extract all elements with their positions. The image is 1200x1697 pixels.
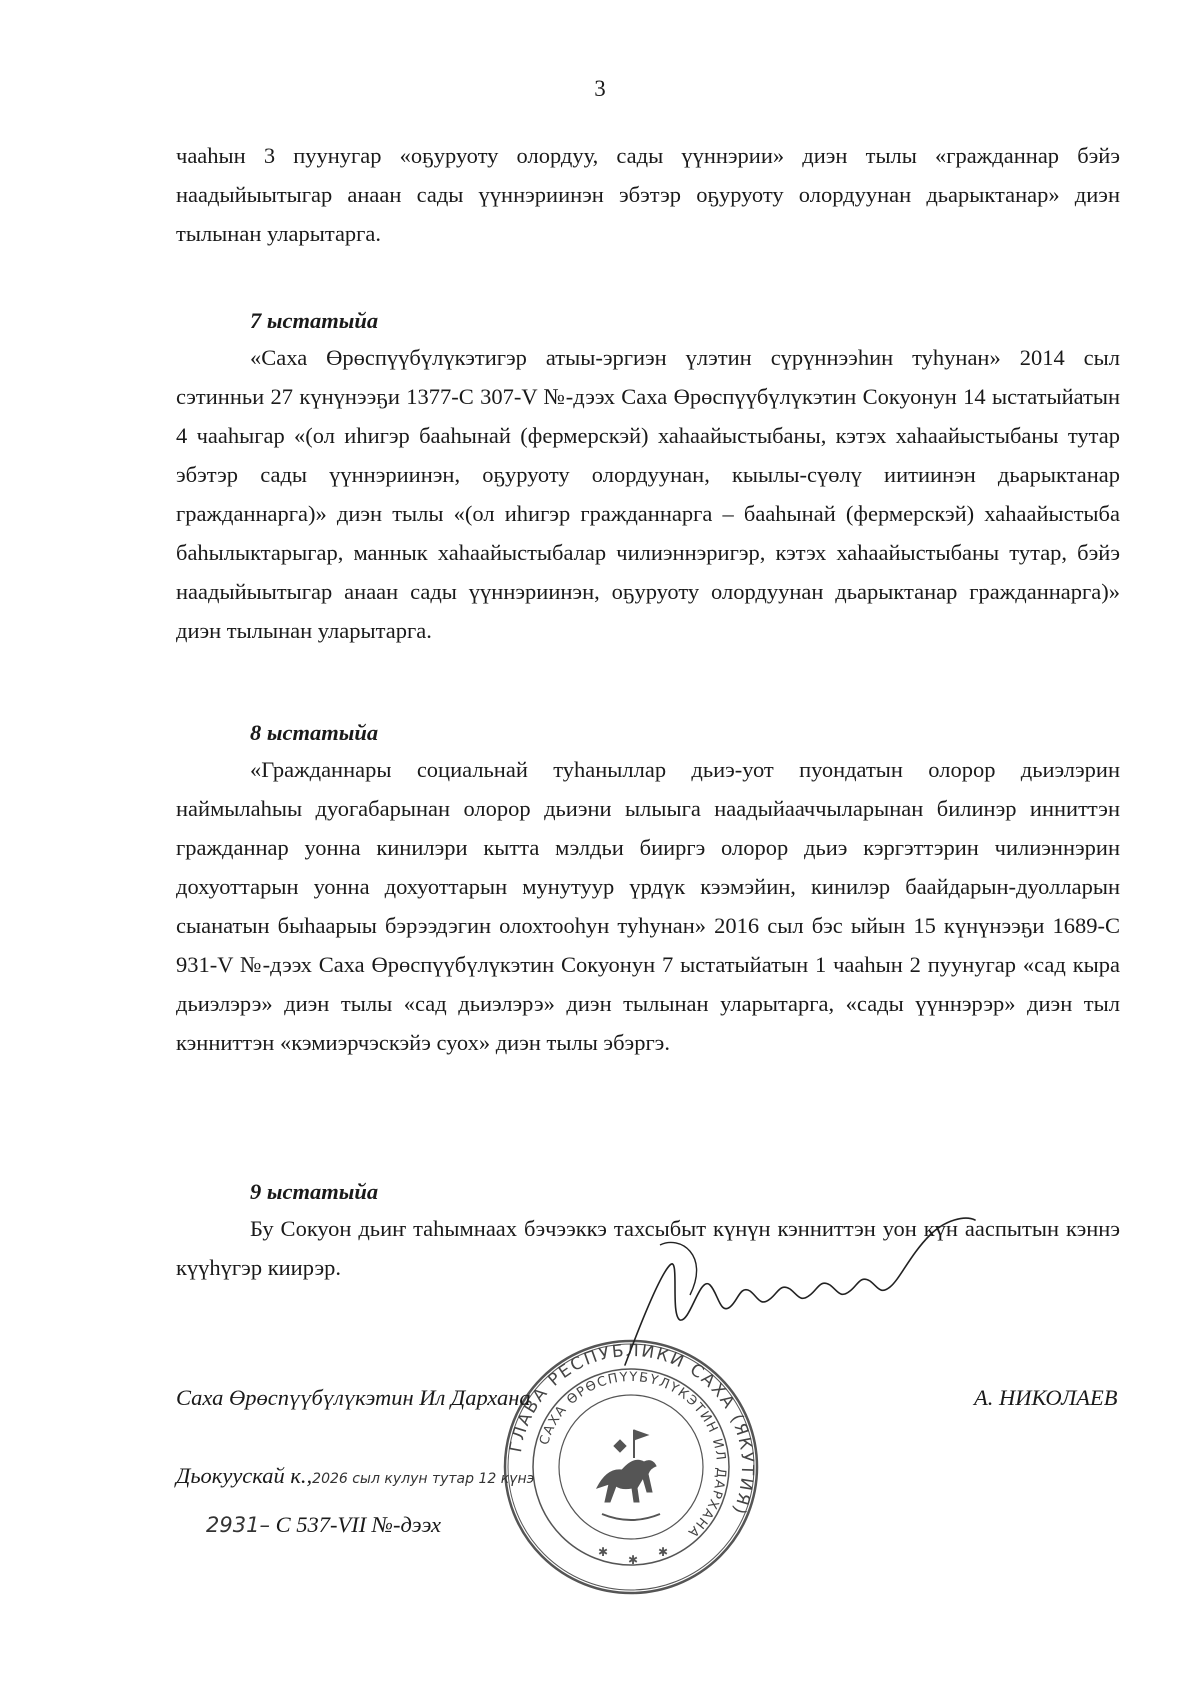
registration-number <box>206 1512 441 1538</box>
article-8-heading: 8 ыстатыйа <box>250 720 379 745</box>
intro-paragraph <box>176 136 1120 253</box>
svg-text:✱: ✱ <box>628 1553 639 1567</box>
signatory-position: Саха Өрөспүүбүлүкэтин Ил Дарханa <box>176 1385 531 1410</box>
handwritten-signature <box>620 1215 980 1375</box>
seal-outer-text: ГЛАВА РЕСПУБЛИКИ САХА (ЯКУТИЯ) <box>505 1340 758 1519</box>
handwritten-reg-number: 2931– <box>206 1513 270 1537</box>
article-8-body <box>176 750 1120 1062</box>
article-9-text: Бу Сокуон дьиҥ таһымнаах бэчээккэ тахсыбыт күнүн кэнниттэн уон күн ааспытын кэннэ күүһүгэр киирэр. <box>176 1216 1120 1280</box>
article-9-heading: 9 ыстатыйа <box>250 1179 379 1204</box>
article-7-text: «Саха Өрөспүүбүлүкэтигэр атыы-эргиэн үлэтин сүрүннээһин туһунан» 2014 сыл сэтинньи 27 күнүнээҕи 1377-С 307-V №-дээх Саха Өрөспүүбүлүкэтин Сокуонун 14 ыстатыйатын 4 чааһыгар «(ол иһигэр бааһынай (фермерскэй) хаһаайыстыбаны, кэтэх хаһаайыстыбаны тутар эбэтэр сады үүннэриинэн, оҕуруоту олордуунан, кыылы-сүөлү иитиинэн дьарыктанар гражданнарга)» диэн тылы «(ол иһигэр гражданнарга – бааһынай (фермерскэй) хаһаайыстыба баһылыктарыгар, маннык хаһаайыстыбалар чилиэннэригэр, кэтэх хаһаайыстыбаны тутар, бэйэ наадыйыытыгар анаан сады үүннэриинэн, оҕуруоту олордуунан дьарыктанар гражданнарга)» диэн тылынан уларытарга. <box>176 345 1120 643</box>
svg-text:✱: ✱ <box>598 1545 609 1559</box>
place-label: Дьокуускай к., <box>176 1463 313 1488</box>
seal-emblem-icon <box>597 1430 660 1520</box>
svg-text:✱: ✱ <box>658 1545 669 1559</box>
handwritten-date: 2026 сыл кулун тутар 12 күнэ <box>312 1471 535 1487</box>
signatory-name: А. НИКОЛАЕВ <box>974 1385 1118 1410</box>
page-number: 3 <box>594 76 606 101</box>
seal-inner-text: САХА ӨРӨСПҮҮБҮЛҮКЭТИН ИЛ ДАРХАНА <box>537 1369 729 1541</box>
article-7-heading: 7 ыстатыйа <box>250 308 379 333</box>
article-7-body <box>176 338 1120 650</box>
place-and-date <box>176 1463 534 1489</box>
printed-reg-suffix: С 537-VII №-дээх <box>269 1512 441 1537</box>
intro-text: чааһын 3 пуунугар «оҕуруоту олордуу, сады үүннэрии» диэн тылы «гражданнар бэйэ наадыйыытыгар анаан сады үүннэриинэн эбэтэр оҕуруоту олордуунан дьарыктанар» диэн тылынан уларытарга. <box>176 143 1120 246</box>
official-seal <box>502 1338 760 1596</box>
article-8-text: «Гражданнары социальнай туһаныллар дьиэ-уот пуондатын олорор дьиэлэрин наймылаһыы дуогабарынан олорор дьиэни ылыыга наадыйааччыларынан билинэр инниттэн гражданнар уонна кинилэри кытта мэлдьи бииргэ олорор дьиэ кэргэттэрин чилиэннэрин дохуоттарын уонна дохуоттарын мунутуур үрдүк кээмэйин, кинилэр баайдарын-дуолларын сыанатын быһаарыы бэрээдэгин олохтооһун туһунан» 2016 сыл бэс ыйын 15 күнүнээҕи 1689-С 931-V №-дээх Саха Өрөспүүбүлүкэтин Сокуонун 7 ыстатыйатын 1 чааһын 2 пуунугар «сад кыра дьиэлэрэ» диэн тылы «сад дьиэлэрэ» диэн тылынан уларытарга, «сады үүннэрэр» диэн тыл кэнниттэн «кэмиэрчэскэйэ суох» диэн тылы эбэргэ. <box>176 757 1120 1055</box>
